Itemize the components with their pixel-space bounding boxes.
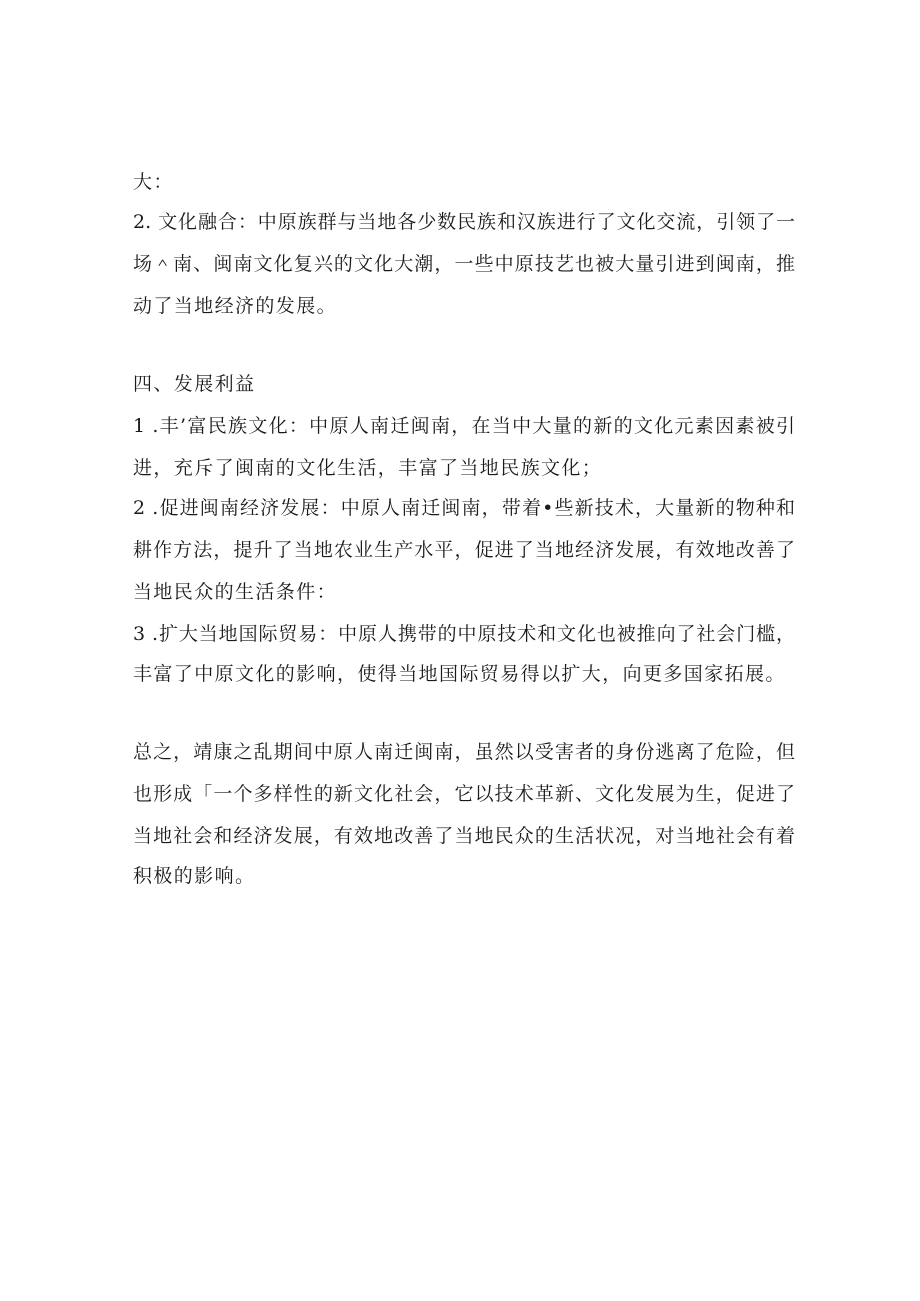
item-cultural-fusion-line-1: 2. 文化融合：中原族群与当地各少数民族和汉族进行了文化交流，引领了一 — [133, 211, 795, 233]
item-economy-line-2: 耕作方法，提升了当地农业生产水平，促进了当地经济发展，有效地改善了 — [133, 539, 795, 561]
item-enrich-culture-line-2: 进，充斥了闽南的文化生活，丰富了当地民族文化； — [133, 457, 603, 479]
item-economy-line-1: 2 .促进闽南经济发展：中原人南迁闽南，带着•些新技术，大量新的物种和 — [133, 497, 795, 519]
item-trade-line-1: 3 .扩大当地国际贸易：中原人携带的中原技术和文化也被推向了社会门槛， — [133, 623, 795, 645]
item-enrich-culture-line-1: 1 .丰’富民族文化：中原人南迁闽南，在当中大量的新的文化元素因素被引 — [133, 415, 795, 437]
conclusion-line-3: 当地社会和经济发展，有效地改善了当地民众的生活状况，对当地社会有着 — [133, 825, 795, 847]
conclusion-line-1: 总之，靖康之乱期间中原人南迁闽南，虽然以受害者的身份逃离了危险，但 — [133, 741, 795, 763]
item-economy-line-3: 当地民众的生活条件： — [133, 581, 338, 603]
top-fragment: 大： — [133, 171, 174, 193]
item-trade-line-2: 丰富了中原文化的影响，使得当地国际贸易得以扩大，向更多国家拓展。 — [133, 663, 786, 685]
section-heading-development-benefits: 四、发展利益 — [133, 373, 256, 395]
conclusion-line-4: 积极的影响。 — [133, 865, 256, 887]
conclusion-line-2: 也形成「一个多样性的新文化社会，它以技术革新、文化发展为生，促进了 — [133, 783, 795, 805]
item-cultural-fusion-line-2: 场＾南、闽南文化复兴的文化大潮，一些中原技艺也被大量引进到闽南，推 — [133, 253, 795, 275]
item-cultural-fusion-line-3: 动了当地经济的发展。 — [133, 295, 338, 317]
